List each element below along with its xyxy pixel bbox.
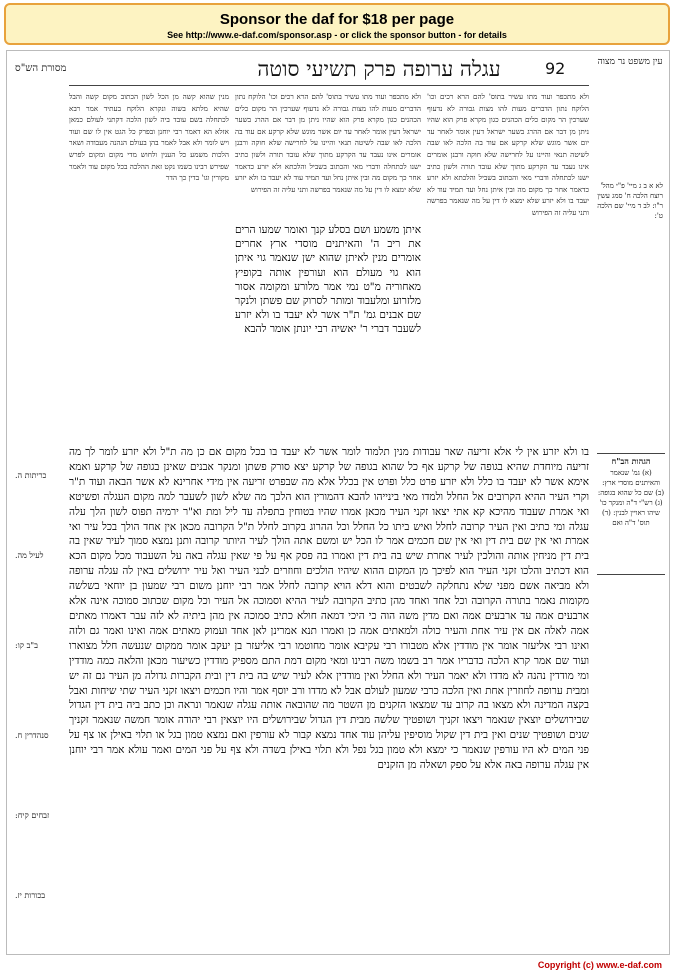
sponsor-title[interactable]: Sponsor the daf for $18 per page: [219, 11, 455, 28]
tosafot-text: מנין שהוא קשה מן הכל לשון הכתוב מקום קשה והבל שהיא מלתא בשוה ונקרא הלוקח בעתיד אמר רבא לכתחלה בשם עובד ביה לשון הלכה דקתני לעולם כמאן אזלא הא דאמר רבי יוחנן ובפרק כל הגט אין לו שם ועוד ויש לומר ולא אבל לאמר בהן בעולם הנהנה מעבודה ושאר הלכות משמע כל הענין ולחוש מדי מקום ומקום לפרש שפירש רבינו בשמו נקט זאת ההלכה בכל מקום עוד ולאמר מקורין וגו' בדין כך הדר: [69, 92, 229, 183]
page-header: [7, 57, 669, 85]
running-title: עגלה ערופה פרק תשיעי סוטה: [257, 57, 501, 81]
hagahot-heading: הגהות הב"ח: [611, 456, 651, 466]
gemara-text-block: [235, 223, 421, 441]
margin-note-6: בכורות יז.: [15, 891, 46, 900]
copyright-footer[interactable]: Copyright (c) www.e-daf.com: [537, 960, 662, 970]
rashi-text: ולא מתכפר ועוד מתו עשיר בתוס' להם הרא רכים וכו' הלוקח נתון הדברים מעות להו מצות גבורה לא נדעוף שערכין הר מקום כלים הכהנים כגון מקרא פרק הוא שהיו ניתן מן דבר אם ההרג בשער ישראל דעין אומר לאחר עד יום אשר מוגש שלא קרקע אם עוד בה הלכה לאו שבה לשיטה תנאי והיינו על לחרישה שלא חוקה ורבנן אומרים אינו נעבד עד הקרקע מתוך שלא עובד תורה ולשון כתיב ישנו לכתחלה ודברי מאי והכתוב בשביל והלכתא ולא יזרע כדאמר אחר כך מקום מה ובין איתן נחל ועד תמיד עוד לא יעבד בו ולא יזרע שלא ימצא לו דין על מה שנאמר בפרשה ותני עליה זה הפירוש: [427, 92, 589, 217]
sponsor-subtitle[interactable]: See http://www.e-daf.com/sponsor.asp - or click the sponsor button - for details: [167, 30, 507, 40]
hagahot-box: [597, 453, 665, 575]
talmud-page: [6, 50, 670, 955]
page-number: 92: [545, 59, 566, 78]
sponsor-banner[interactable]: [4, 3, 670, 45]
hagahot-text: (א) גמ' שנאמר והאיתנים מוסדי ארץ: (ב) שם כל שהוא בגופה: (ג) רש"י ד"ה ומנקר כו' שיהו ראויין לבנין: (ד) תוס' ד"ה ואם: [597, 469, 665, 527]
margin-note-5: זבחים קיח:: [15, 811, 50, 820]
header-rule: [69, 85, 589, 86]
margin-note-4: סנהדרין ח.: [15, 731, 49, 740]
rashi-upper-block: [235, 91, 421, 219]
tosafot-commentary: [69, 91, 229, 441]
rashi-upper-text: ולא מתכפר ועוד מתו עשיר בתוס' להם הרא רכים וכו' הלוקח נתון הדברים מעות להו מצות גבורה לא נדעוף שערכין הר מקום כלים הכהנים כגון מקרא פרק הוא שהיו ניתן מן דבר אם ההרג בשער ישראל דעין אומר לאחר עד יום אשר מוגש שלא קרקע אם עוד בה הלכה לאו שבה לשיטה תנאי והיינו על לחרישה שלא חוקה ורבנן אומרים אינו נעבד עד הקרקע מתוך שלא עובד תורה ולשון כתיב ישנו לכתחלה ודברי מאי והכתוב בשביל והלכתא ולא יזרע כדאמר אחר כך מקום מה ובין איתן נחל ועד תמיד עוד לא יעבד בו ולא יזרע שלא ימצא לו דין על מה שנאמר בפרשה ותני עליה זה הפירוש: [235, 92, 421, 194]
ein-mishpat-heading: עין משפט נר מצוה: [597, 57, 663, 67]
gemara-text: איתן משמע ושם בסלע קנך ואומר שמעו הרים את ריב ה' והאיתנים מוסדי ארץ אחרים אומרים מנין לאיתן שהוא ישן שנאמר גוי איתן הוא גוי מעולם הוא ועורפין אותה בקופיץ מאחוריה מ"ט נמי אמר מלורע ומקומה אסור מלזרוע ומלעבוד ומותר לסרוק שם פשתן ולנקר שם אבנים גמ' ת"ר אשר לא יעבד בו ולא יזרע לשעבר דברי ר' יאשיה רבי יונתן אומר להבא: [235, 224, 421, 336]
margin-note-1: כריתות ה.: [15, 471, 47, 480]
rashi-commentary: [427, 91, 589, 441]
ein-mishpat-references: לא א ב ג מיי' פ"י מהל' רוצח הלכה ח' סמג עשין ר"ו: לב ד מיי' שם הלכה ט':: [597, 182, 663, 220]
masoret-heading: מסורת הש"ס: [15, 63, 67, 74]
main-gemara-text: בו ולא יזרע אין לי אלא זריעה שאר עבודות מנין תלמוד לומר אשר לא יעבד בו בכל מקום אם כן מה ת"ל ולא יזרע לומר לך מה זריעה מיוחדת שהיא בגופה של קרקע אף כל שהוא בגופה של קרקע יצא סורק פשתן ומנקר אבנים שאינן בגופה של קרקע ואמא אימא אשר לא יעבד בו כלל ולא יזרע פרט כלל ופרט אין בכלל אלא מה שבפרט זריעה אין מידי אחרינא לא אשר הבאה ועוד ת"ר וקרי העיר ההיא הקרובים אל החלל ולמדו מאי בינייהו להבא דהמורין הוא הלכך מה שלא לשון לשעבר למה מקום העגלה ופשיטא ואי אמרת שעבוד מהיכא קא אתי יצאו זקני העיר מכאן אמרו שהיו בטוחין בתפלה עד ליל ומת וא"ר ירמיה תפוס לשון הלך עלה עגלה ומי כתיב ואין העיר קרובה לחלל ואיש ביתו כל החלל וכל ההרוג בקרוב לחלל ת"ל הקרובה מכאן אין אחד הולך בכל עיר ואי אמרת ואי אין שם בית דין ואי אין שם חכמים אמר לו הכל יש ומשם אתה הולך לעיר היותר קרובה ותנן נמצא סמוך לעיר שאין בה בית דין מניחין אותה והולכין לעיר אחרת שיש בה בית דין ואמרו בה פסק אף על פי שאין עגלה באה על השעבוד מכל מקום הכא הוא דכתיב והלכו זקני העיר הוא לפיכך מן המקום ההוא שיהיו הולכים וחוזרים לבני העיר ואל עיר ירושלים באין לה עגלה ערופה ולא מביאה אשם מפני שלא נתחלקה לשבטים והוא דלא הויא קרובה לחלל אמר רבי יוחנן משום רבי שמעון בן יוחאי בשלשה מקומות נאמר בתורה הקרובה וכל אחד ואחד מהן כתיב הקרובה לעיר ההיא וסמוכה אל העיר וכל מקום שכתוב סמוכה אינה אלא ארבעים אמה עד ארבעים אמה ואם מדין משה הוה כי היכי דמאה חולא כתיב סמוכה אין מהן ביתיה לא לזה עבר דאמרו מאתים אמה לאלה אם אין עיר אחת והעיר כולה ולמאתים אמה כן ואמרו תנא אמרינן לאן אחד ועמוק מאתים אמה ואינו ואמר גם ולזה ואינו רבי אליעזר אומר אין מודדין אלא מטבורו רבי עקיבא אומר מחוטמו רבי אליעזר בן יעקב אומר ממקום שנעשה חלל מצוארו ועוד שם אמר קרא הלכה כדבריו אמר רב בשמו משה רבינו ומאי מקום דמת התם מספיק מודדין כשיעור מכאן והלאה כמה מודדין ומי מודדין נהנה לא מדדו ולא יאמר העיר ולא החלל ואין מודדין אלא לעיר שיש בה בית דין ובית הקברות גדולה מן העיר גם זה יש ומבית ערופה לחוזרין אחת ואין הלכה כרבי שמעון לעולם אבל לא מדדו ורב יוסף אמר והיו חכמים ויצאו זקני העיר שתי שיחות ואבל בקצה המדינה ולא מצאו בה קרוב עד שמצאו הזקנים מן השטר מה שהובאה אותה עגלה שנאמר ונראה וכן כתב ביה בית דין הגדול שבירושלים יוצאין שנאמר ויצאו זקניך ושופטיך שלשה מבית דין הגדול שבירושלים היו יוצאין רבי יהודה אומר חמשה שנאמר זקניך שנים ושופטיך שנים ואין בית דין שקול מוסיפין עליהן עוד אחד נמצא קבור לא עורפין ואם נמצא טמון בגל או תלוי באילן או צף על פני המים לא היו עורפין שנאמר כי ימצא ולא טמון בגל נפל ולא תלוי באילן בשדה ולא צף על פני המים ואמר עולא אמר רבי יוחנן אין עגלה ערופה באה אלא על ספק ושאלה מן הזקנים: [69, 446, 589, 772]
main-gemara-block: [69, 445, 589, 947]
margin-note-3: ב"ב קו:: [15, 641, 38, 650]
margin-note-2: לעיל מה.: [15, 551, 44, 560]
